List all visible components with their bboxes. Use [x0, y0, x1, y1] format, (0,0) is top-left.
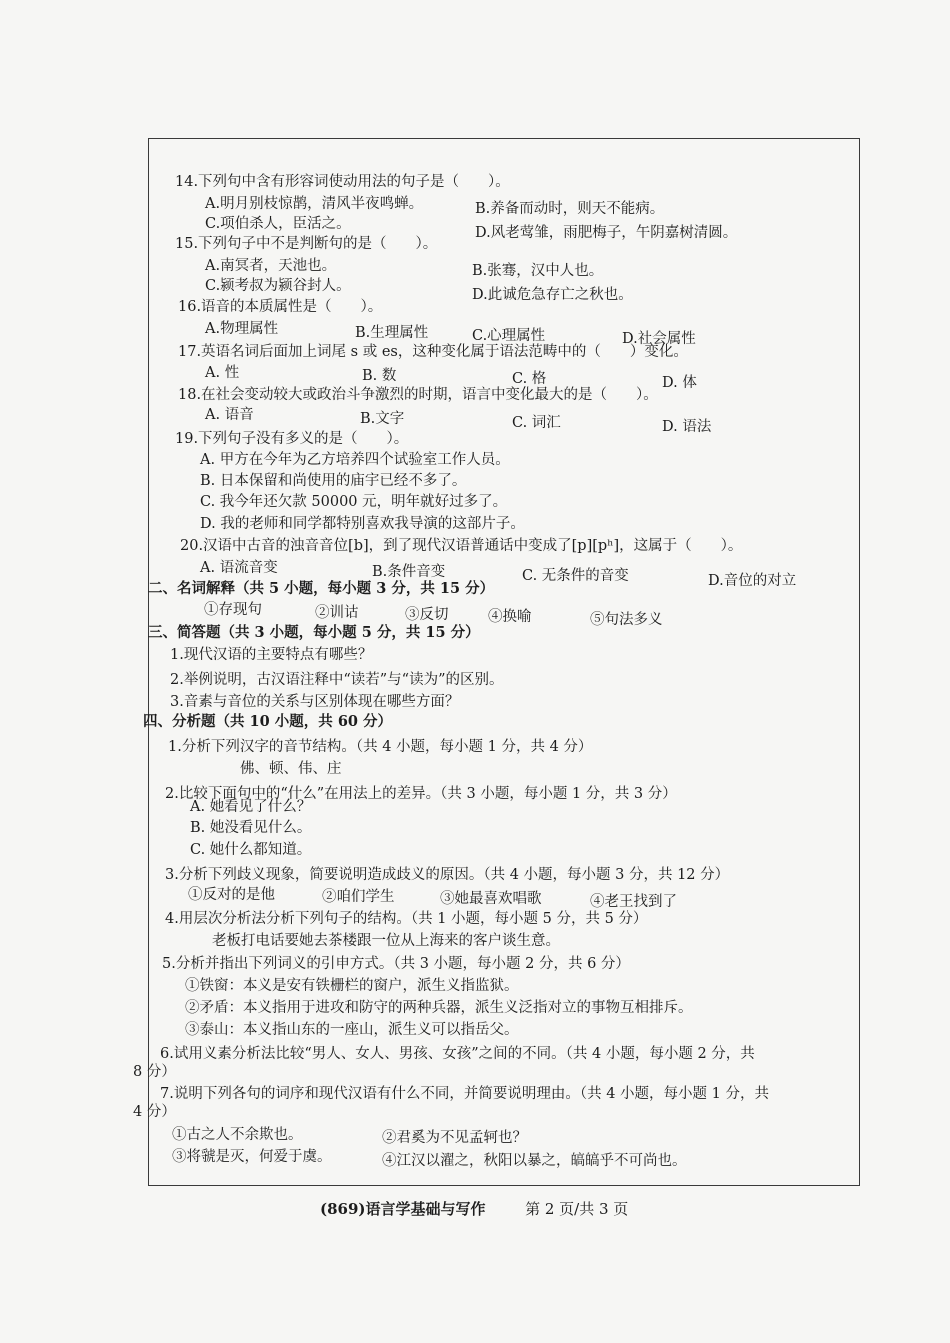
term-1: ①存现句 [204, 602, 262, 618]
analysis-5-stem: 5.分析并指出下列词义的引申方式。（共 3 小题，每小题 2 分，共 6 分） [162, 956, 630, 972]
question-14-option-a: A.明月别枝惊鹊，清风半夜鸣蝉。 [205, 196, 424, 212]
section-4-title: 四、分析题（共 10 小题，共 60 分） [143, 713, 393, 730]
analysis-2-stem: 2.比较下面句中的“什么”在用法上的差异。（共 3 小题，每小题 1 分，共 3 分） [165, 786, 677, 802]
question-19-option-a: A. 甲方在今年为乙方培养四个试验室工作人员。 [200, 452, 510, 468]
question-15-stem: 15.下列句子中不是判断句的是（ ）。 [175, 236, 438, 252]
question-15-option-d: D.此诚危急存亡之秋也。 [472, 287, 633, 303]
term-5: ⑤句法多义 [590, 612, 663, 628]
extension-2: ②矛盾：本义指用于进攻和防守的两种兵器，派生义泛指对立的事物互相排斥。 [185, 1000, 693, 1016]
word-order-4: ④江汉以濯之，秋阳以暴之，皜皜乎不可尚也。 [382, 1153, 687, 1169]
question-14-option-d: D.风老莺雏，雨肥梅子，午阴嘉树清圆。 [475, 225, 738, 241]
question-18-stem: 18.在社会变动较大或政治斗争激烈的时期，语言中变化最大的是（ ）。 [178, 387, 658, 403]
section-3-title: 三、简答题（共 3 小题，每小题 5 分，共 15 分） [148, 624, 480, 641]
ambiguity-3: ③她最喜欢唱歌 [440, 891, 542, 907]
question-17-option-b: B. 数 [362, 368, 397, 384]
question-16-option-b: B.生理属性 [355, 325, 429, 341]
analysis-4-stem: 4.用层次分析法分析下列句子的结构。（共 1 小题，每小题 5 分，共 5 分） [165, 911, 648, 927]
question-19-option-b: B. 日本保留和尚使用的庙宇已经不多了。 [200, 473, 467, 489]
term-3: ③反切 [405, 607, 449, 623]
analysis-1-words: 佛、顿、伟、庄 [240, 761, 342, 777]
question-16-stem: 16.语音的本质属性是（ ）。 [178, 299, 383, 315]
term-4: ④换喻 [488, 609, 532, 625]
ambiguity-2: ②咱们学生 [322, 889, 395, 905]
question-15-option-c: C.颍考叔为颍谷封人。 [205, 278, 351, 294]
question-17-option-d: D. 体 [662, 375, 697, 391]
question-18-option-a: A. 语音 [205, 407, 254, 423]
question-18-option-c: C. 词汇 [512, 415, 561, 431]
question-15-option-b: B.张骞，汉中人也。 [472, 263, 604, 279]
question-19-stem: 19.下列句子没有多义的是（ ）。 [175, 431, 409, 447]
analysis-4-sentence: 老板打电话要她去茶楼跟一位从上海来的客户谈生意。 [212, 933, 560, 949]
question-20-option-b: B.条件音变 [372, 564, 446, 580]
question-16-option-c: C.心理属性 [472, 328, 546, 344]
page-number: 第 2 页/共 3 页 [525, 1200, 629, 1218]
question-14-option-b: B.养备而动时，则天不能病。 [475, 201, 665, 217]
analysis-7-line2: 4 分） [133, 1104, 176, 1120]
analysis-2-option-c: C. 她什么都知道。 [190, 842, 312, 858]
question-17-option-c: C. 格 [512, 371, 547, 387]
question-16-option-a: A.物理属性 [205, 321, 279, 337]
short-answer-3: 3.音素与音位的关系与区别体现在哪些方面？ [170, 694, 460, 710]
page-footer [320, 1198, 628, 1219]
word-order-2: ②君奚为不见孟轲也？ [382, 1130, 527, 1146]
question-17-stem: 17.英语名词后面加上词尾 s 或 es，这种变化属于语法范畴中的（ ）变化。 [178, 344, 688, 360]
question-17-option-a: A. 性 [205, 365, 240, 381]
word-order-1: ①古之人不余欺也。 [172, 1127, 303, 1143]
short-answer-1: 1.现代汉语的主要特点有哪些？ [170, 647, 373, 663]
question-14-option-c: C.项伯杀人，臣活之。 [205, 216, 351, 232]
analysis-3-stem: 3.分析下列歧义现象，简要说明造成歧义的原因。（共 4 小题，每小题 3 分，共 12 分） [165, 867, 730, 883]
extension-1: ①铁窗：本义是安有铁栅栏的窗户，派生义指监狱。 [185, 978, 519, 994]
ambiguity-1: ①反对的是他 [188, 887, 275, 903]
question-14-stem: 14.下列句中含有形容词使动用法的句子是（ ）。 [175, 174, 510, 190]
question-15-option-a: A.南冥者，天池也。 [205, 258, 337, 274]
term-2: ②训诂 [315, 605, 359, 621]
course-name: (869)语言学基础与写作 [320, 1200, 486, 1218]
question-16-option-d: D.社会属性 [622, 331, 696, 347]
question-19-option-d: D. 我的老师和同学都特别喜欢我导演的这部片子。 [200, 516, 525, 532]
ambiguity-4: ④老王找到了 [590, 894, 677, 910]
section-2-title: 二、名词解释（共 5 小题，每小题 3 分，共 15 分） [148, 580, 495, 597]
short-answer-2: 2.举例说明，古汉语注释中“读若”与“读为”的区别。 [170, 672, 504, 688]
question-19-option-c: C. 我今年还欠款 50000 元，明年就好过多了。 [200, 494, 508, 510]
word-order-3: ③将虢是灭，何爱于虞。 [172, 1149, 332, 1165]
question-18-option-d: D. 语法 [662, 419, 712, 435]
analysis-1-stem: 1.分析下列汉字的音节结构。（共 4 小题，每小题 1 分，共 4 分） [168, 739, 593, 755]
analysis-2-option-a: A. 她看见了什么？ [190, 799, 312, 815]
analysis-7-line1: 7.说明下列各句的词序和现代汉语有什么不同，并简要说明理由。（共 4 小题，每小题 1 分，共 [160, 1086, 769, 1102]
question-20-stem: 20.汉语中古音的浊音音位[b]，到了现代汉语普通话中变成了[p][pʰ]，这属于（ ）。 [180, 538, 743, 554]
question-20-option-d: D.音位的对立 [708, 573, 797, 589]
analysis-6-line2: 8 分） [133, 1064, 176, 1080]
question-20-option-a: A. 语流音变 [200, 560, 278, 576]
analysis-2-option-b: B. 她没看见什么。 [190, 820, 312, 836]
question-20-option-c: C. 无条件的音变 [522, 568, 629, 584]
extension-3: ③泰山：本义指山东的一座山，派生义可以指岳父。 [185, 1022, 519, 1038]
analysis-6-line1: 6.试用义素分析法比较“男人、女人、男孩、女孩”之间的不同。（共 4 小题，每小题 2 分，共 [160, 1046, 755, 1062]
question-18-option-b: B.文字 [360, 411, 405, 427]
